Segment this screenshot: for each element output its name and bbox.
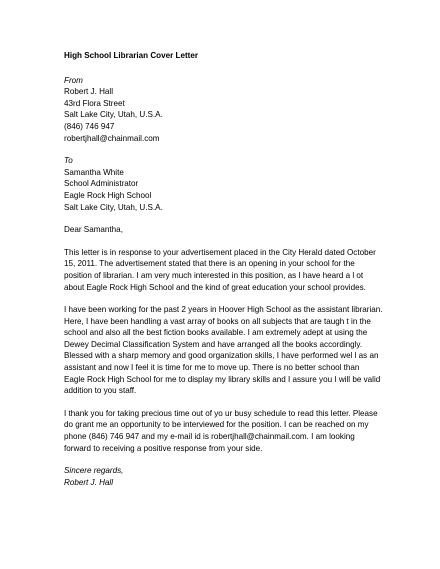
paragraph-line: Blessed with a sharp memory and good organization skills, I have performed wel l as an (64, 351, 379, 361)
sender-block (64, 75, 384, 145)
signature: Robert J. Hall (64, 477, 114, 487)
paragraph-line: Dewey Decimal Classification System and have arranged all the books accordingly. (64, 339, 363, 349)
paragraph-line: 15, 2011. The advertisement stated that there is an opening in your school for the (64, 259, 355, 269)
paragraph-line: addition to you staff. (64, 386, 137, 396)
paragraph-line: Here, I have been handling a vast array of books on all subjects that are taugh t in the (64, 316, 371, 326)
sender-street: 43rd Flora Street (64, 98, 125, 108)
paragraph-line: about Eagle Rock High School and the kind of great education your school provides. (64, 282, 366, 292)
sender-phone: (846) 746 947 (64, 121, 115, 131)
recipient-city: Salt Lake City, Utah, U.S.A. (64, 202, 163, 212)
paragraph-line: position of librarian. I am very much interested in this position, as I have heard a l ot (64, 270, 364, 280)
sender-email: robertjhall@chainmail.com (64, 133, 160, 143)
document-title: High School Librarian Cover Letter (64, 51, 199, 60)
recipient-name: Samantha White (64, 167, 124, 177)
paragraph-line: do grant me an opportunity to be interviewed for the position. I can be reached on my (64, 420, 369, 430)
closing: Sincere regards, (64, 466, 124, 476)
paragraph-line: This letter is in response to your advertisement placed in the City Herald dated October (64, 247, 376, 257)
paragraph-line: phone (846) 746 947 and my e-mail id is robertjhall@chainmail.com. I am looking (64, 432, 355, 442)
paragraph-line: assistant and now I feel it is time for me to move up. There is no better school than (64, 363, 360, 373)
recipient-position: School Administrator (64, 179, 139, 189)
recipient-label: To (64, 156, 73, 166)
recipient-block (64, 155, 384, 213)
paragraph-line: I have been working for the past 2 years in Hoover High School as the assistant librarian. (64, 305, 383, 315)
paragraph-2 (64, 304, 384, 397)
letter-content (64, 50, 384, 499)
sender-name: Robert J. Hall (64, 87, 114, 97)
sender-label: From (64, 75, 83, 85)
recipient-school: Eagle Rock High School (64, 190, 152, 200)
salutation: Dear Samantha, (64, 225, 123, 235)
closing-block (64, 465, 384, 488)
paragraph-line: Eagle Rock High School for me to display my library skills and I assure you I will be valid (64, 374, 381, 384)
paragraph-3 (64, 408, 384, 454)
sender-city: Salt Lake City, Utah, U.S.A. (64, 110, 163, 120)
paragraph-1 (64, 247, 384, 293)
paragraph-line: forward to receiving a positive response from your side. (64, 443, 263, 453)
paragraph-line: school and also all the best fiction books available. I am extremely adept at using the (64, 328, 368, 338)
paragraph-line: I thank you for taking precious time out of yo ur busy schedule to read this letter. Please (64, 408, 378, 418)
